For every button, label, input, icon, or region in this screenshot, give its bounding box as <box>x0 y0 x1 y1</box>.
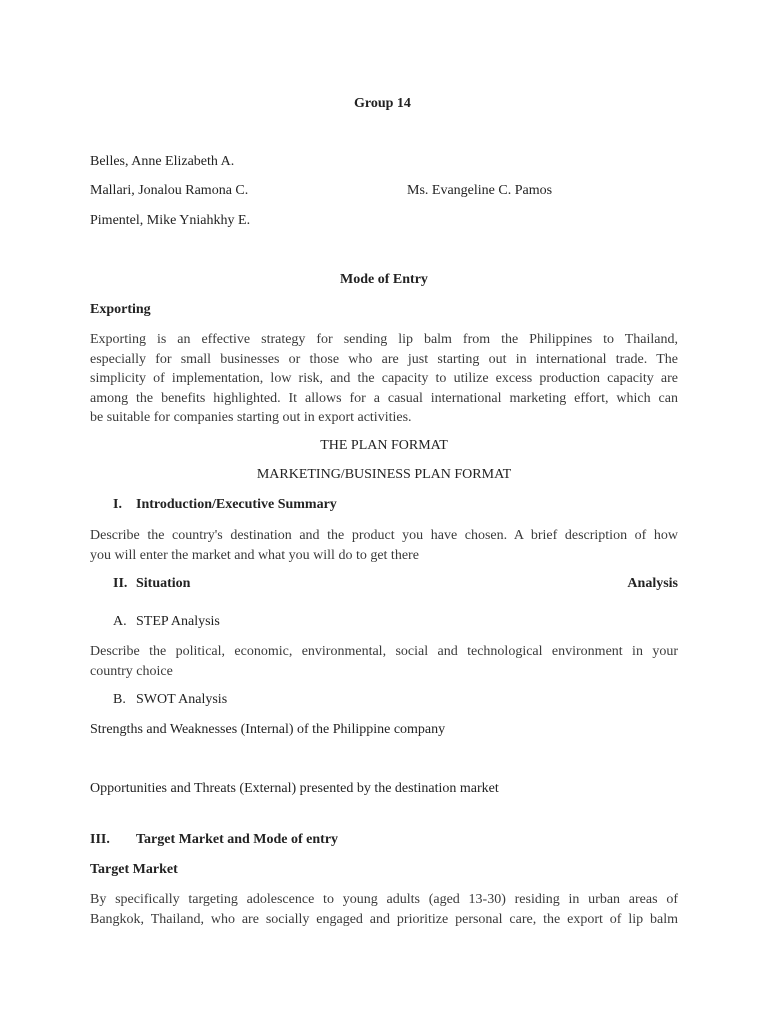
sub-a-paragraph <box>90 642 678 681</box>
section-3-paragraph <box>90 890 678 929</box>
member-name: Mallari, Jonalou Ramona C. <box>90 183 249 198</box>
exporting-paragraph <box>90 330 678 428</box>
teacher-name: Ms. Evangeline C. Pamos <box>407 183 553 198</box>
paragraph-line: be suitable for companies starting out in export activities. <box>90 410 412 425</box>
section-3-title: Target Market and Mode of entry <box>136 832 339 847</box>
business-plan-heading: MARKETING/BUSINESS PLAN FORMAT <box>256 467 512 482</box>
sub-b-title: SWOT Analysis <box>136 692 228 707</box>
paragraph-line: Describe the country's destination and the product you have chosen. A brief description of how <box>90 528 678 543</box>
paragraph-line: especially for small businesses or those who are just starting out in international trade. The <box>90 351 678 367</box>
paragraph-line: By specifically targeting adolescence to young adults (aged 13-30) residing in urban areas of <box>90 892 678 907</box>
paragraph-line: Bangkok, Thailand, who are socially engaged and prioritize personal care, the export of lip balm <box>90 911 678 927</box>
sub-a-letter: A. <box>113 614 127 629</box>
section-1-number: I. <box>113 497 122 512</box>
paragraph-line: Exporting is an effective strategy for sending lip balm from the Philippines to Thailand, <box>90 332 678 347</box>
target-market-subheading: Target Market <box>90 862 178 877</box>
section-2-number: II. <box>113 576 128 591</box>
sub-a-title: STEP Analysis <box>136 614 220 629</box>
section-3-number: III. <box>90 832 110 847</box>
plan-format-heading: THE PLAN FORMAT <box>320 438 448 453</box>
member-name: Belles, Anne Elizabeth A. <box>90 154 235 169</box>
sub-b-letter: B. <box>113 692 126 707</box>
mode-of-entry-heading: Mode of Entry <box>340 272 428 287</box>
group-title: Group 14 <box>354 96 411 111</box>
paragraph-line: simplicity of implementation, low risk, and the capacity to utilize excess production capacity are <box>90 371 678 386</box>
swot-opportunities-text: Opportunities and Threats (External) presented by the destination market <box>90 781 499 796</box>
paragraph-line: among the benefits highlighted. It allows for a casual international marketing effort, which can <box>90 390 678 406</box>
paragraph-line: you will enter the market and what you will do to get there <box>90 547 419 563</box>
exporting-subheading: Exporting <box>90 302 151 317</box>
paragraph-line: Describe the political, economic, environmental, social and technological environment in your <box>90 644 678 659</box>
section-1-title: Introduction/Executive Summary <box>136 497 337 512</box>
paragraph-line: country choice <box>90 663 173 679</box>
section-2-title-left: Situation <box>136 576 191 591</box>
section-2-title-right: Analysis <box>627 576 678 591</box>
swot-strengths-text: Strengths and Weaknesses (Internal) of the Philippine company <box>90 722 446 737</box>
member-name: Pimentel, Mike Yniahkhy E. <box>90 213 251 228</box>
section-1-paragraph <box>90 526 678 565</box>
